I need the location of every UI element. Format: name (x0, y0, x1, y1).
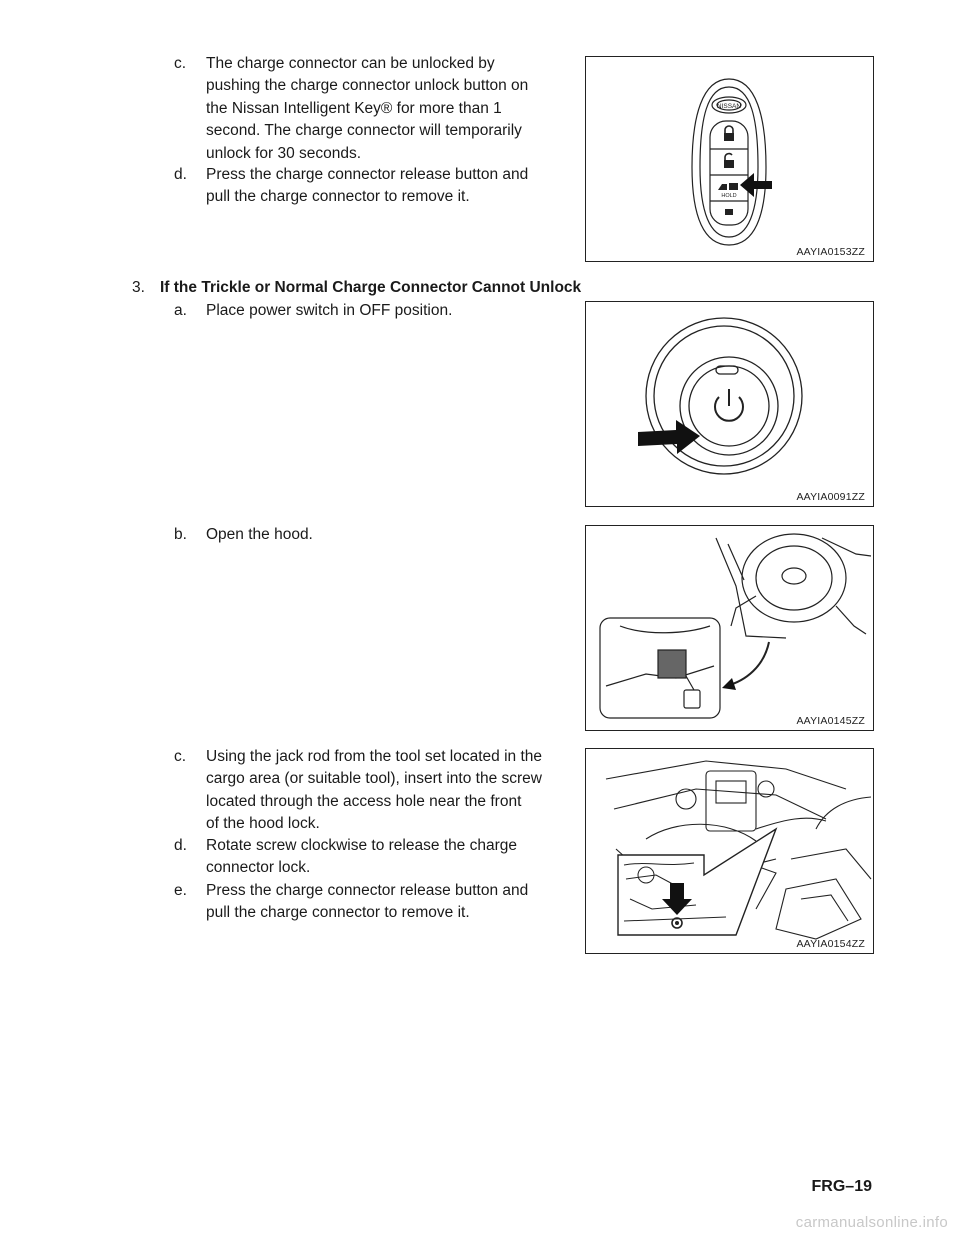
item-text-line: located through the access hole near the front (206, 792, 522, 810)
item-label: d. (174, 837, 187, 854)
item-text-line: Open the hood. (206, 526, 313, 543)
figure-hood-lock (585, 748, 874, 954)
item-text-line: connector lock. (206, 859, 311, 877)
watermark: carmanualsonline.info (795, 1214, 948, 1231)
arrow-icon (722, 678, 736, 690)
page-number: FRG–19 (811, 1178, 872, 1195)
figure-hood-release (585, 525, 874, 731)
hood-release-illustration (586, 526, 873, 730)
figure-code: AAYIA0091ZZ (796, 491, 865, 503)
item-text-line: cargo area (or suitable tool), insert into the screw (206, 770, 542, 788)
item-text-line: Rotate screw clockwise to release the charge (206, 837, 518, 854)
hold-text: HOLD (721, 193, 737, 199)
list-item-e (174, 880, 574, 925)
item-text-line: pull the charge connector to remove it. (206, 188, 470, 206)
item-label: a. (174, 302, 187, 319)
figure-code: AAYIA0145ZZ (796, 715, 865, 727)
figure-code: AAYIA0153ZZ (796, 246, 865, 258)
item-label: b. (174, 526, 187, 543)
figure-key-fob (585, 56, 874, 262)
list-item-d2 (174, 835, 574, 880)
power-switch-illustration (586, 302, 873, 506)
item-label: d. (174, 166, 187, 183)
item-text-line: unlock for 30 seconds. (206, 144, 362, 162)
list-item-c (174, 53, 574, 165)
arrow-icon (638, 420, 700, 454)
item-text-line: Place power switch in OFF position. (206, 302, 453, 319)
item-text-line: Press the charge connector release button and (206, 166, 529, 183)
step-number: 3. (132, 279, 145, 296)
engine-bay-illustration (586, 749, 873, 953)
item-text-line: The charge connector can be unlocked by (206, 55, 495, 72)
item-label: c. (174, 55, 187, 72)
step-heading: If the Trickle or Normal Charge Connector Cannot Unlock (160, 279, 582, 296)
arrow-icon (740, 173, 772, 197)
key-fob-illustration (586, 57, 873, 261)
item-label: c. (174, 748, 187, 765)
figure-code: AAYIA0154ZZ (796, 938, 865, 950)
item-text-line: Press the charge connector release button and (206, 882, 529, 899)
list-item-d (174, 164, 574, 209)
item-text-line: second. The charge connector will temporarily (206, 122, 522, 140)
item-text-line: pull the charge connector to remove it. (206, 904, 470, 922)
brand-text: NISSAN (716, 103, 742, 110)
item-text-line: of the hood lock. (206, 815, 320, 833)
item-text-line: Using the jack rod from the tool set located in the (206, 748, 543, 765)
list-item-a (174, 300, 574, 322)
item-text-line: the Nissan Intelligent Key® for more than 1 (206, 99, 502, 117)
item-label: e. (174, 882, 187, 899)
figure-power-switch (585, 301, 874, 507)
item-text-line: pushing the charge connector unlock button on (206, 77, 529, 95)
list-item-b (174, 524, 574, 546)
list-item-c2 (174, 746, 574, 836)
